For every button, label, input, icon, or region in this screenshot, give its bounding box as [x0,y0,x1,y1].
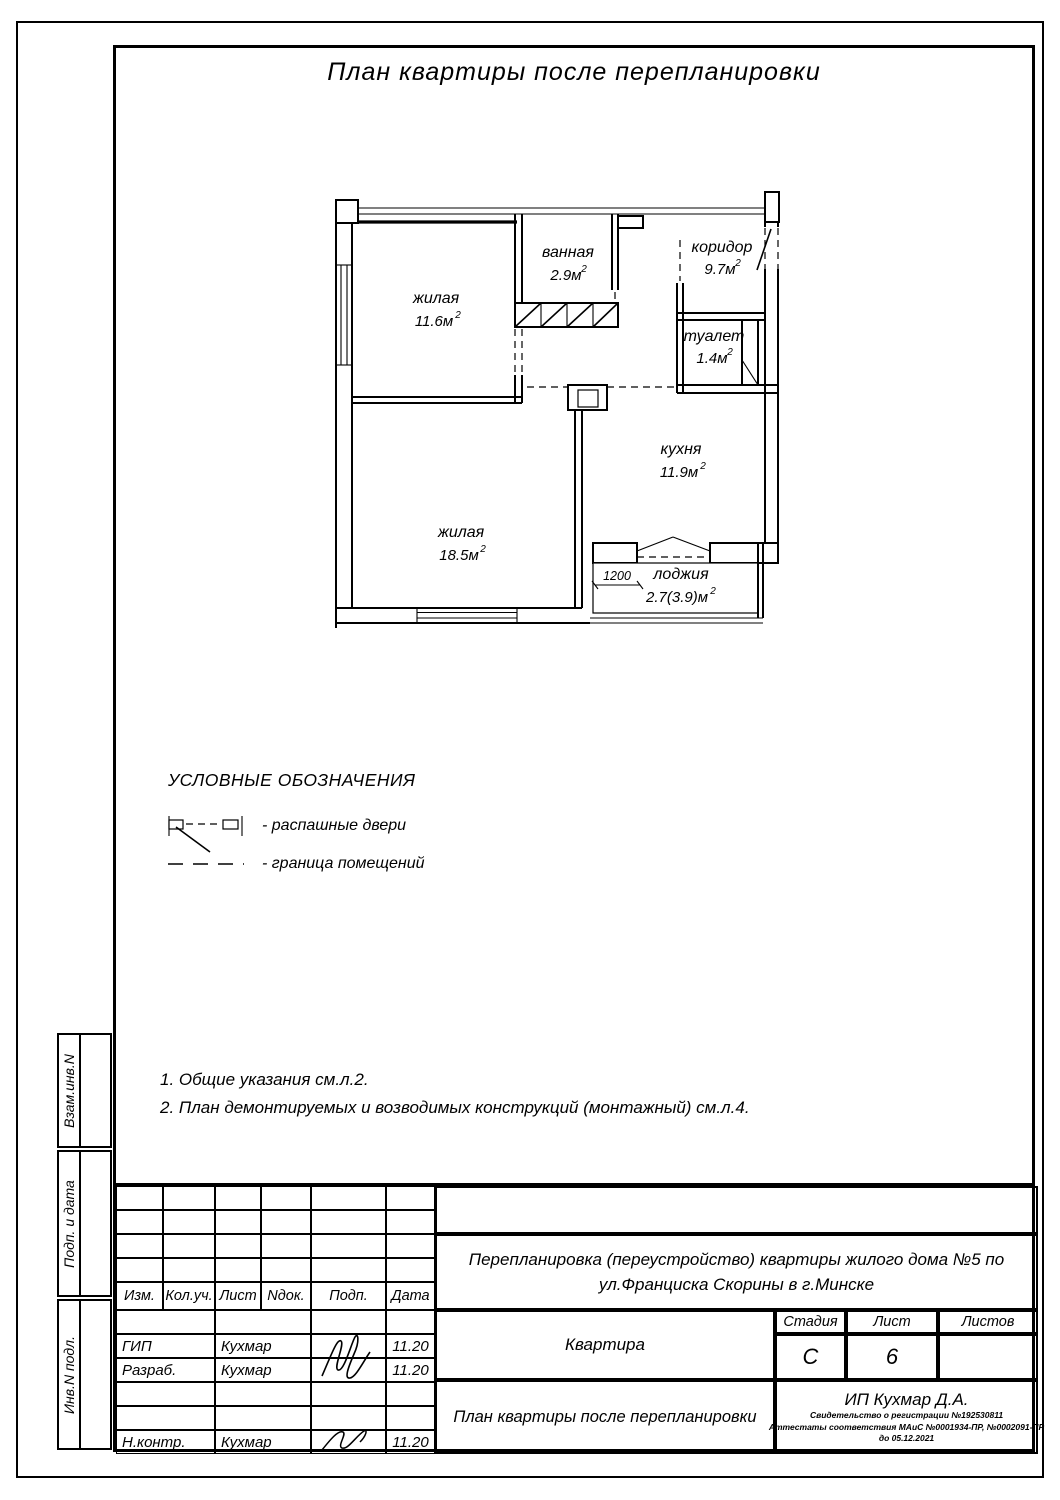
company-cert-1: Свидетельство о регистрации №192530811 [809,1410,1004,1421]
sidebar-label-cell: Взам.инв.N [59,1035,81,1146]
note-1: 1. Общие указания см.л.2. [160,1070,369,1089]
svg-text:2.7(3.9)м: 2.7(3.9)м [646,589,708,606]
hatch-band [515,303,618,327]
col-list: Лист [215,1282,261,1310]
room-label-bathroom [542,244,594,284]
room-label-toilet [684,328,745,367]
window-living2 [417,608,517,623]
stage-value: С [775,1334,846,1380]
svg-text:2: 2 [727,347,733,358]
sheet-title: План квартиры после перепланировки [327,58,821,86]
dimension-value: 1200 [603,569,631,583]
svg-text:11.6м: 11.6м [414,313,454,330]
project-line1: Перепланировка (переустройство) квартиры жилого дома №5 по [468,1250,1005,1269]
company-cell [768,1380,1045,1454]
room-label-kitchen [660,441,706,481]
svg-text:лоджия: лоджия [653,566,709,583]
svg-text:2: 2 [480,544,486,555]
sidebar-label-cell: Инв.N подл. [59,1301,81,1448]
room-label-living1 [412,290,461,330]
svg-text:ванная: ванная [542,244,594,261]
project-name-cell [435,1234,1038,1310]
sheets-label: Листов [938,1310,1038,1334]
role-nkontr: Н.контр. [116,1430,215,1454]
sidebar-label-cell: Подп. и дата [59,1152,81,1295]
sheet-value: 6 [846,1334,938,1380]
svg-text:2: 2 [710,586,716,597]
svg-text:18.5м: 18.5м [439,547,479,564]
legend-header: УСЛОВНЫЕ ОБОЗНАЧЕНИЯ [168,770,416,790]
legend [168,770,588,791]
col-izm: Изм. [116,1282,163,1310]
svg-text:2: 2 [735,258,741,269]
svg-text:1.4м: 1.4м [696,350,728,367]
doc-code-cell [435,1186,1038,1234]
svg-text:11.9м: 11.9м [659,464,699,481]
company-cert-3: до 05.12.2021 [878,1433,935,1444]
svg-text:9.7м: 9.7м [704,261,736,278]
svg-text:жилая: жилая [437,524,485,541]
col-podp: Подп. [311,1282,386,1310]
note-2: 2. План демонтируемых и возводимых конструкций (монтажный) см.л.4. [160,1098,750,1117]
col-data: Дата [386,1282,435,1310]
role-gip: ГИП [116,1334,215,1358]
drawing-title-cell: План квартиры после перепланировки [435,1380,775,1454]
title-block [113,1183,1045,1452]
company-name: ИП Кухмар Д.А. [844,1390,969,1410]
svg-text:кухня: кухня [660,441,702,458]
toilet-shaft [742,320,758,385]
floor-plan [330,180,800,640]
legend-item-room-boundary: - граница помещений [262,855,425,872]
revision-grid [116,1186,435,1282]
room-label-corridor [692,239,753,278]
window-living1 [336,265,352,365]
svg-text:туалет: туалет [683,328,745,345]
col-koluch: Кол.уч. [163,1282,215,1310]
sheets-value [938,1334,1038,1380]
svg-text:2.9м: 2.9м [550,267,582,284]
notes [160,1066,750,1122]
project-line2: ул.Франциска Скорины в г.Минске [598,1275,875,1294]
stage-label: Стадия [775,1310,846,1334]
svg-text:коридор: коридор [691,239,753,256]
role-razrab: Разраб. [116,1358,215,1382]
entrance-door [757,227,780,270]
svg-text:2: 2 [700,461,706,472]
svg-text:жилая: жилая [412,290,460,307]
staff-grid: ГИП Кухмар 11.20 Разраб. Кухмар 11.20 Н.контр. Кухмар 11.20 [116,1310,435,1454]
legend-item-swing-doors: - распашные двери [262,817,407,834]
col-ndok: Nдок. [261,1282,311,1310]
svg-text:2: 2 [455,310,461,321]
sheet-label: Лист [846,1310,938,1334]
svg-text:2: 2 [581,264,587,275]
sidebar-cell-podp [57,1150,112,1297]
revision-header-row [116,1282,435,1310]
object-cell: Квартира [435,1310,775,1380]
sidebar-cell-inv [57,1299,112,1450]
company-cert-2: Аттестаты соответствия МАиС №0001934-ПР, №0002091-ПР [768,1421,1045,1432]
sidebar-cell-vzam [57,1033,112,1148]
room-label-living2 [437,524,486,564]
vent-shaft [568,385,607,410]
